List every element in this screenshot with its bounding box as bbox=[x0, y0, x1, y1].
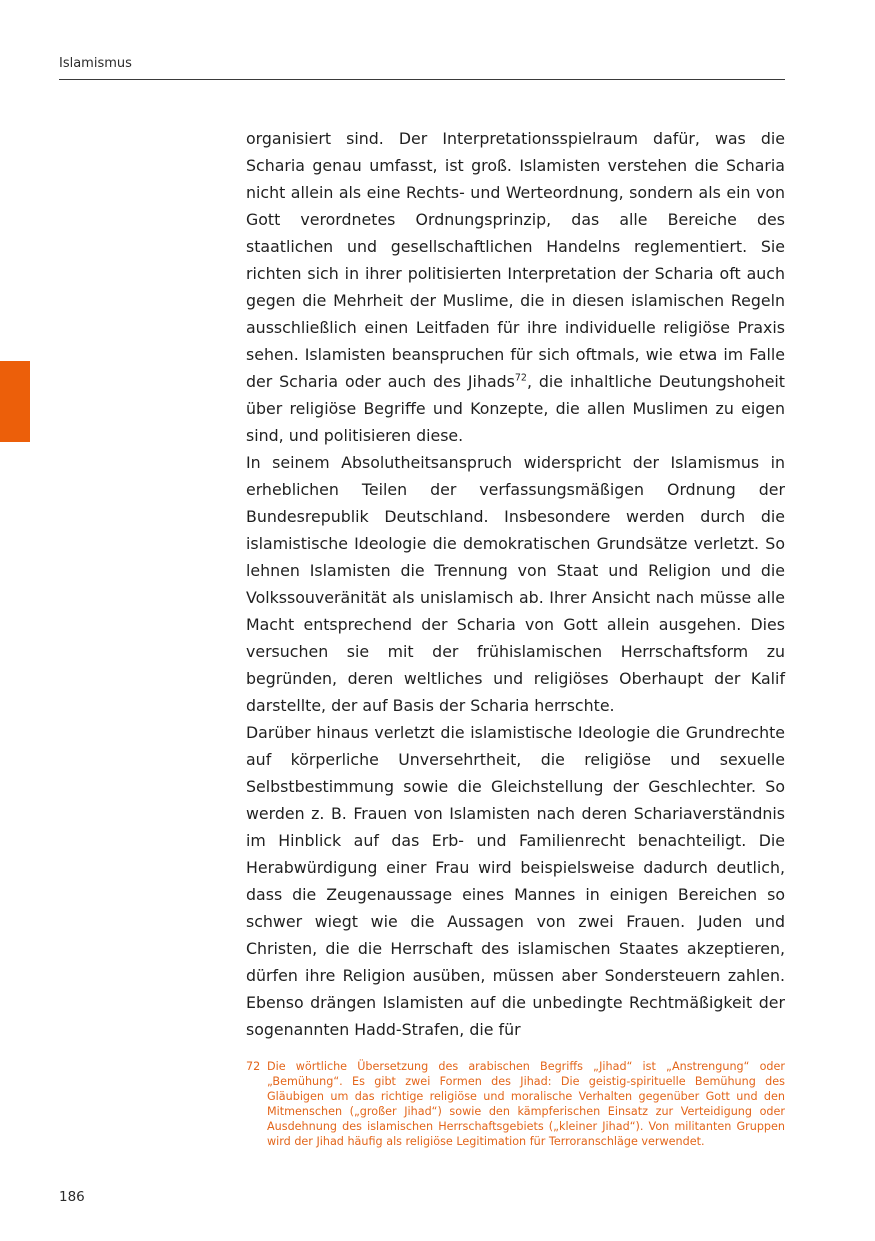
paragraph-1-part-b: , die inhaltliche Deutungshoheit über religiöse Begriffe und Konzepte, die allen Muslimen zu eigen sind, und politisieren diese. bbox=[246, 372, 786, 445]
paragraph-3: Darüber hinaus verletzt die islamistische Ideologie die Grundrechte auf körperliche Unversehrtheit, die religiöse und sexuelle Selbstbestimmung sowie die Gleichstellung der Geschlechter. So werden z. B. Frauen von Islamisten nach deren Schariaverständnis im Hinblick auf das Erb- und Familienrecht benachteiligt. Die Herabwürdigung einer Frau wird beispielsweise dadurch deutlich, dass die Zeugenaussage eines Mannes in einigen Bereichen so schwer wiegt wie die Aussagen von zwei Frauen. Juden und Christen, die die Herrschaft des islamischen Staates akzeptieren, dürfen ihre Religion ausüben, müssen aber Sondersteuern zahlen. Ebenso drängen Islamisten auf die unbedingte Rechtmäßigkeit der sogenannten Hadd-Strafen, die für bbox=[246, 723, 785, 1039]
paragraph-2: In seinem Absolutheitsanspruch widerspricht der Islamismus in erheblichen Teilen der verfassungsmäßigen Ordnung der Bundesrepublik Deutschland. Insbesondere werden durch die islamistische Ideologie die demokratischen Grundsätze verletzt. So lehnen Islamisten die Trennung von Staat und Religion und die Volkssouveränität als unislamisch ab. Ihrer Ansicht nach müsse alle Macht entsprechend der Scharia von Gott allein ausgehen. Dies versuchen sie mit der frühislamischen Herrschaftsform zu begründen, deren weltliches und religiöses Oberhaupt der Kalif darstellte, der auf Basis der Scharia herrschte. bbox=[246, 453, 785, 715]
footnote-reference[interactable]: 72 bbox=[514, 372, 527, 384]
paragraph-1 bbox=[246, 125, 785, 449]
footnote-text: Die wörtliche Übersetzung des arabischen Begriffs „Jihad“ ist „Anstrengung“ oder „Bemühung“. Es gibt zwei Formen des Jihad: Die geistig-spirituelle Bemühung des Gläubigen um das richtige religiöse und moralische Verhalten gegenüber Gott und den Mitmenschen („großer Jihad“) sowie den kämpferischen Einsatz zur Verteidigung oder Ausdehnung des islamischen Herrschaftsgebiets („kleiner Jihad“). Von militanten Gruppen wird der Jihad häufig als religiöse Legitimation für Terroranschläge verwendet. bbox=[267, 1060, 785, 1148]
footnote bbox=[246, 1059, 785, 1149]
page-number: 186 bbox=[59, 1189, 85, 1205]
chapter-side-tab bbox=[0, 361, 30, 442]
footnote-number: 72 bbox=[246, 1060, 261, 1073]
header-rule bbox=[59, 79, 785, 80]
running-title: Islamismus bbox=[59, 56, 132, 71]
main-text bbox=[246, 125, 785, 1043]
paragraph-1-part-a: organisiert sind. Der Interpretationsspielraum dafür, was die Scharia genau umfasst, ist groß. Islamisten verstehen die Scharia nicht allein als eine Rechts- und Werteordnung, sondern als ein von Gott verordnetes Ordnungsprinzip, das alle Bereiche des staatlichen und gesellschaftlichen Handelns reglementiert. Sie richten sich in ihrer politisierten Interpretation der Scharia oft auch gegen die Mehrheit der Muslime, die in diesen islamischen Regeln ausschließlich einen Leitfaden für ihre individuelle religiöse Praxis sehen. Islamisten beanspruchen für sich oftmals, wie etwa im Falle der Scharia oder auch des Jihads bbox=[246, 129, 785, 391]
